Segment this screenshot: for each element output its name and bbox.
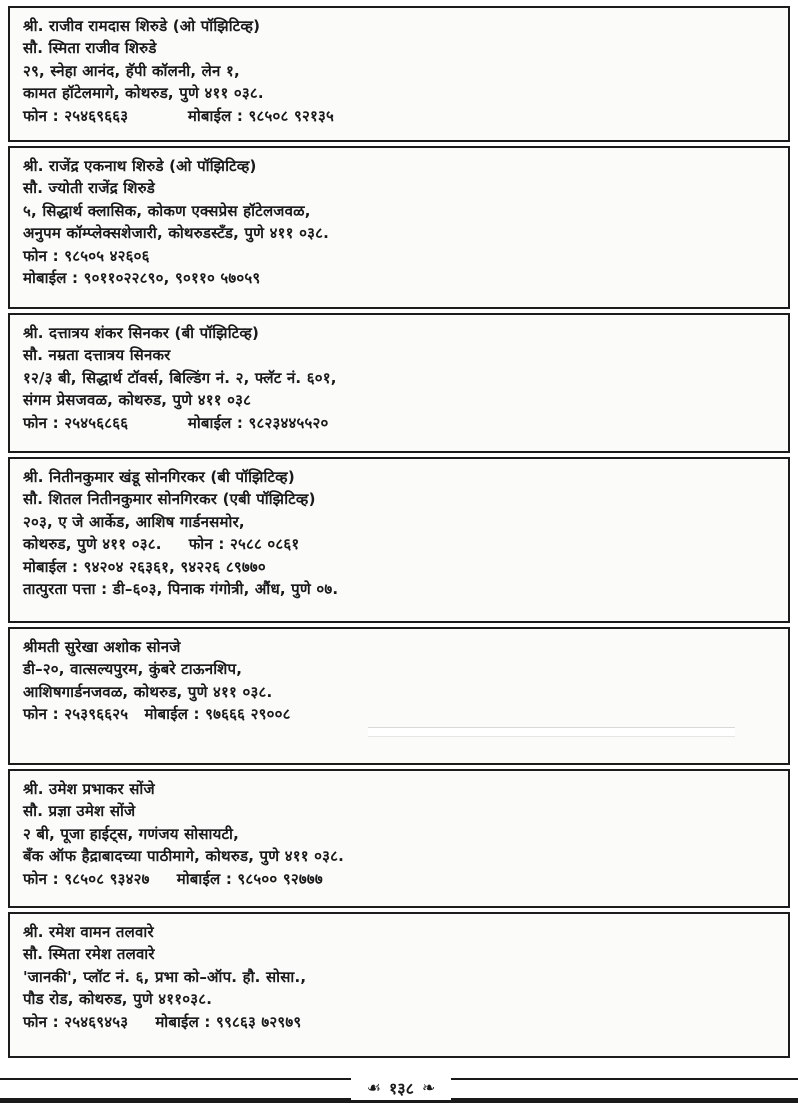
- address-line: २०३, ए जे आर्केड, आशिष गार्डनसमोर,: [23, 512, 245, 531]
- directory-entry: [8, 6, 790, 142]
- person-name-line: श्री. राजेंद्र एकनाथ शिरुडे (ओ पॉझिटिव्ह): [23, 157, 257, 175]
- spouse-name-line: सौ. स्मिता राजीव शिरुडे: [23, 39, 157, 58]
- address-line: ५, सिद्धार्थ क्लासिक, कोकण एक्सप्रेस हॉटेलजवळ,: [23, 201, 311, 220]
- person-name-line: श्री. नितीनकुमार खंडू सोनगिरकर (बी पॉझिटिव्ह): [23, 468, 295, 486]
- address-line: आशिषगार्डनजवळ, कोथरुड, पुणे ४११ ०३८.: [23, 682, 273, 701]
- address-line: १२/३ बी, सिद्धार्थ टॉवर्स, बिल्डिंग नं. २, फ्लॅट नं. ६०१,: [23, 368, 337, 387]
- address-phone-line: कोथरुड, पुणे ४११ ०३८. फोन : २५८८ ०८६१: [23, 535, 300, 554]
- phone-line: फोन : ९८५०५ ४२६०६: [23, 246, 150, 265]
- spouse-name-line: सौ. नम्रता दत्तात्रय सिनकर: [23, 346, 171, 365]
- person-name-line: श्री. दत्तात्रय शंकर सिनकर (बी पॉझिटिव्ह): [23, 324, 260, 342]
- address-line: संगम प्रेसजवळ, कोथरुड, पुणे ४११ ०३८: [23, 391, 252, 410]
- temporary-address-line: तात्पुरता पत्ता : डी–६०३, पिनाक गंगोत्री, औंध, पुणे ०७.: [23, 580, 339, 599]
- address-line: पौड रोड, कोथरुड, पुणे ४११०३८.: [23, 990, 213, 1009]
- address-line: 'जानकी', प्लॉट नं. ६, प्रभा को–ऑप. हौ. सोसा.,: [23, 967, 307, 986]
- phone-mobile-line: फोन : २५३९६६२५ मोबाईल : ९७६६६ २९००८: [23, 705, 291, 724]
- address-line: डी–२०, वात्सल्यपुरम, कुंबरे टाऊनशिप,: [23, 660, 243, 679]
- mobile-line: मोबाईल : ९०११०२२८९०, ९०११० ५७०५९: [23, 269, 261, 288]
- directory-entry: [8, 313, 790, 453]
- phone-mobile-line: फोन : २५४५६८६६ मोबाईल : ९८२३४४५५२०: [23, 413, 329, 432]
- footer-ornament-right-icon: ❧: [421, 1078, 436, 1097]
- address-line: २९, स्नेहा आनंद, हॅपी कॉलनी, लेन १,: [23, 61, 240, 80]
- redaction-bar: [368, 727, 735, 737]
- spouse-name-line: सौ. स्मिता रमेश तलवारे: [23, 945, 155, 964]
- spouse-name-line: सौ. शितल नितीनकुमार सोनगिरकर (एबी पॉझिटिव्ह): [23, 490, 316, 509]
- address-line: कामत हॉटेलमागे, कोथरुड, पुणे ४११ ०३८.: [23, 84, 264, 103]
- directory-entry: [8, 769, 790, 908]
- address-line: अनुपम कॉम्प्लेक्सशेजारी, कोथरुडस्टँड, पुणे ४११ ०३८.: [23, 224, 329, 243]
- directory-entry: [8, 627, 790, 765]
- phone-mobile-line: फोन : ९८५०८ ९३४२७ मोबाईल : ९८५०० ९२७७७: [23, 869, 323, 888]
- spouse-name-line: सौ. प्रज्ञा उमेश सोंजे: [23, 802, 136, 821]
- directory-entry: [8, 457, 790, 623]
- person-name-line: श्री. रमेश वामन तलवारे: [23, 923, 154, 941]
- address-line: बँक ऑफ हैद्राबादच्या पाठीमागे, कोथरुड, पुणे ४११ ०३८.: [23, 847, 345, 866]
- person-name-line: श्रीमती सुरेखा अशोक सोनजे: [23, 638, 181, 656]
- phone-mobile-line: फोन : २५४६९४५३ मोबाईल : ९९८६३ ७२९७९: [23, 1012, 302, 1031]
- directory-entry: [8, 146, 790, 309]
- directory-entry: [8, 912, 790, 1058]
- person-name-line: श्री. उमेश प्रभाकर सोंजे: [23, 780, 155, 798]
- page-number-box: [351, 1075, 451, 1100]
- footer-ornament-left-icon: ☙: [366, 1078, 381, 1097]
- phone-mobile-line: फोन : २५४६९६६३ मोबाईल : ९८५०८ ९२१३५: [23, 106, 334, 125]
- address-line: २ बी, पूजा हाईट्स, गणंजय सोसायटी,: [23, 824, 240, 843]
- spouse-name-line: सौ. ज्योती राजेंद्र शिरुडे: [23, 179, 155, 198]
- person-name-line: श्री. राजीव रामदास शिरुडे (ओ पॉझिटिव्ह): [23, 17, 261, 35]
- mobile-line: मोबाईल : ९४२०४ २६३६१, ९४२२६ ८९७७०: [23, 557, 266, 576]
- page-number: १३८: [388, 1078, 414, 1098]
